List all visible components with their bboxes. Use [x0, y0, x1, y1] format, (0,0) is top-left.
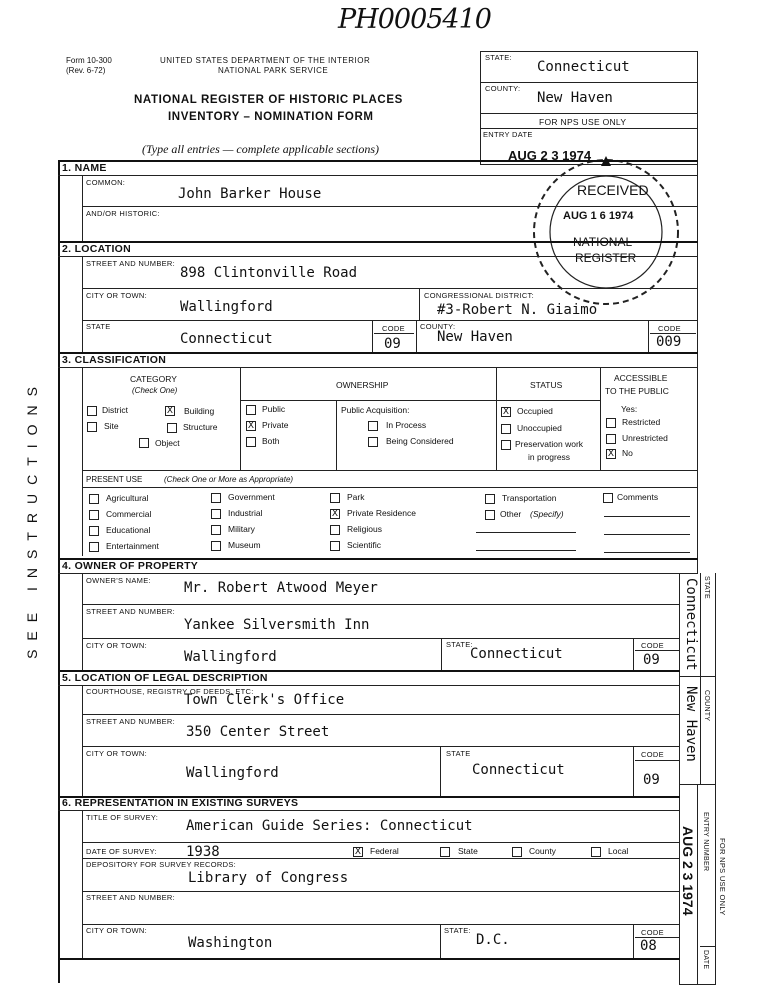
depository-value[interactable]: Library of Congress: [188, 870, 349, 886]
owner-street-label: STREET AND NUMBER:: [86, 607, 176, 616]
margin-nps-label: FOR NPS USE ONLY: [718, 838, 727, 916]
state-value[interactable]: Connecticut: [180, 331, 273, 347]
form-title-line2: INVENTORY – NOMINATION FORM: [168, 111, 374, 123]
section-5-title: 5. LOCATION OF LEGAL DESCRIPTION: [62, 672, 268, 684]
use-government-checkbox[interactable]: [211, 493, 221, 503]
use-transportation-checkbox[interactable]: [485, 494, 495, 504]
in-process-checkbox[interactable]: [368, 421, 378, 431]
use-military-label: Military: [228, 524, 255, 534]
agency-line2: NATIONAL PARK SERVICE: [218, 66, 329, 75]
category-structure-checkbox[interactable]: [167, 423, 177, 433]
status-preservation-label: Preservation work: [515, 439, 584, 449]
survey-federal-checkbox[interactable]: X: [354, 847, 362, 857]
depository-label: DEPOSITORY FOR SURVEY RECORDS:: [86, 860, 237, 869]
status-unoccupied-label: Unoccupied: [517, 423, 562, 433]
street-label: STREET AND NUMBER:: [86, 259, 176, 268]
category-district-label: District: [102, 405, 128, 415]
status-occupied-checkbox[interactable]: X: [502, 407, 510, 417]
survey-city-value[interactable]: Washington: [188, 935, 273, 951]
county-value[interactable]: New Haven: [437, 329, 513, 345]
use-other-checkbox[interactable]: [485, 510, 495, 520]
use-industrial-label: Industrial: [228, 508, 263, 518]
access-restricted-checkbox[interactable]: [606, 418, 616, 428]
section-2-title: 2. LOCATION: [62, 243, 132, 255]
survey-date-value[interactable]: 1938: [186, 844, 220, 860]
header-county-label: COUNTY:: [485, 84, 521, 93]
use-agricultural-label: Agricultural: [106, 493, 149, 503]
common-label: COMMON:: [86, 178, 126, 187]
legal-street-value[interactable]: 350 Center Street: [186, 724, 330, 740]
form-number: Form 10-300: [66, 56, 112, 65]
survey-title-value[interactable]: American Guide Series: Connecticut: [186, 818, 473, 834]
street-value[interactable]: 898 Clintonville Road: [180, 265, 358, 281]
header-county-value: New Haven: [537, 90, 613, 106]
use-religious-checkbox[interactable]: [330, 525, 340, 535]
survey-local-checkbox[interactable]: [591, 847, 601, 857]
use-park-checkbox[interactable]: [330, 493, 340, 503]
status-preservation-checkbox[interactable]: [501, 440, 511, 450]
access-label-2: TO THE PUBLIC: [605, 386, 669, 396]
courthouse-value[interactable]: Town Clerk's Office: [184, 692, 345, 708]
being-considered-checkbox[interactable]: [368, 437, 378, 447]
category-building-checkbox[interactable]: X: [166, 406, 174, 416]
district-value[interactable]: #3-Robert N. Giaimo: [437, 302, 598, 318]
section-1-title: 1. NAME: [62, 162, 107, 174]
legal-state-label: STATE: [446, 749, 471, 758]
ownership-public-checkbox[interactable]: [246, 405, 256, 415]
use-other-specify: (Specify): [530, 509, 564, 519]
form-title-line1: NATIONAL REGISTER OF HISTORIC PLACES: [134, 94, 403, 106]
use-commercial-checkbox[interactable]: [89, 510, 99, 520]
use-commercial-label: Commercial: [106, 509, 152, 519]
city-label: CITY OR TOWN:: [86, 291, 147, 300]
use-agricultural-checkbox[interactable]: [89, 494, 99, 504]
owner-city-label: CITY OR TOWN:: [86, 641, 147, 650]
use-park-label: Park: [347, 492, 365, 502]
stamp-line4: REGISTER: [575, 251, 637, 265]
ownership-private-checkbox[interactable]: X: [247, 421, 255, 431]
category-object-label: Object: [155, 438, 180, 448]
header-state-label: STATE:: [485, 53, 512, 62]
district-label: CONGRESSIONAL DISTRICT:: [424, 291, 534, 300]
category-structure-label: Structure: [183, 422, 218, 432]
category-district-checkbox[interactable]: [87, 406, 97, 416]
margin-date-label: DATE: [702, 950, 709, 970]
comments-line-1: [604, 516, 690, 517]
use-comments-checkbox[interactable]: [603, 493, 613, 503]
survey-state-label: STATE:: [444, 926, 471, 935]
survey-code-value[interactable]: 08: [640, 938, 657, 954]
form-instructions: (Type all entries — complete applicable sections): [142, 142, 380, 156]
section-3-title: 3. CLASSIFICATION: [62, 354, 167, 366]
other-line-2: [476, 550, 576, 551]
legal-city-label: CITY OR TOWN:: [86, 749, 147, 758]
side-instructions: SEE INSTRUCTIONS: [24, 378, 40, 659]
being-considered-label: Being Considered: [386, 436, 454, 446]
form-rev: (Rev. 6-72): [66, 66, 106, 75]
city-value[interactable]: Wallingford: [180, 299, 273, 315]
owner-code-value[interactable]: 09: [643, 652, 660, 668]
owner-state-value[interactable]: Connecticut: [470, 646, 563, 662]
use-private-residence-label: Private Residence: [347, 508, 416, 518]
category-sub: (Check One): [132, 386, 178, 395]
use-transportation-label: Transportation: [502, 493, 557, 503]
margin-entry-date: AUG 2 3 1974: [680, 826, 696, 916]
use-industrial-checkbox[interactable]: [211, 509, 221, 519]
use-private-residence-checkbox[interactable]: X: [331, 509, 339, 519]
county-code-value[interactable]: 009: [656, 334, 682, 350]
category-site-checkbox[interactable]: [87, 422, 97, 432]
survey-county-checkbox[interactable]: [512, 847, 522, 857]
category-label: CATEGORY: [130, 374, 177, 384]
access-label-1: ACCESSIBLE: [614, 373, 668, 383]
status-preservation-label-2: in progress: [528, 452, 571, 462]
owner-value[interactable]: Mr. Robert Atwood Meyer: [184, 580, 378, 596]
survey-county-label: County: [529, 846, 556, 856]
ownership-private-label: Private: [262, 420, 289, 430]
use-educational-label: Educational: [106, 525, 151, 535]
comments-line-2: [604, 534, 690, 535]
ownership-both-label: Both: [262, 436, 280, 446]
comments-line-3: [604, 552, 690, 553]
ownership-both-checkbox[interactable]: [246, 437, 256, 447]
legal-state-value[interactable]: Connecticut: [472, 762, 565, 778]
margin-state-value: Connecticut: [683, 578, 699, 671]
section-4-title: 4. OWNER OF PROPERTY: [62, 560, 199, 572]
legal-code-label: CODE: [641, 750, 664, 759]
state-label: STATE: [86, 322, 111, 331]
use-entertainment-label: Entertainment: [106, 541, 159, 551]
survey-local-label: Local: [608, 846, 629, 856]
owner-city-value[interactable]: Wallingford: [184, 649, 277, 665]
survey-state-checkbox[interactable]: [440, 847, 450, 857]
survey-street-label: STREET AND NUMBER:: [86, 893, 176, 902]
common-name-value[interactable]: John Barker House: [178, 186, 322, 202]
use-government-label: Government: [228, 492, 275, 502]
status-label: STATUS: [530, 380, 563, 390]
stamp-received: RECEIVED: [577, 182, 649, 198]
margin-county-value: New Haven: [683, 686, 699, 762]
in-process-label: In Process: [386, 420, 427, 430]
use-military-checkbox[interactable]: [211, 525, 221, 535]
survey-title-label: TITLE OF SURVEY:: [86, 813, 159, 822]
state-code-label: CODE: [382, 324, 405, 333]
stamp-line3: NATIONAL: [573, 235, 633, 249]
access-restricted-label: Restricted: [622, 417, 661, 427]
header-nps-label: FOR NPS USE ONLY: [539, 117, 627, 127]
header-entry-date-label: ENTRY DATE: [483, 130, 533, 139]
other-line-1: [476, 532, 576, 533]
survey-state-value[interactable]: D.C.: [476, 932, 510, 948]
legal-code-value[interactable]: 09: [643, 772, 660, 788]
survey-federal-label: Federal: [370, 846, 399, 856]
category-object-checkbox[interactable]: [139, 438, 149, 448]
state-code-value[interactable]: 09: [384, 336, 401, 352]
use-scientific-checkbox[interactable]: [330, 541, 340, 551]
use-museum-label: Museum: [228, 540, 261, 550]
access-yes-label: Yes:: [621, 404, 638, 414]
status-occupied-label: Occupied: [517, 406, 553, 416]
historic-label: AND/OR HISTORIC:: [86, 209, 160, 218]
legal-street-label: STREET AND NUMBER:: [86, 717, 176, 726]
courthouse-label: COURTHOUSE, REGISTRY OF DEEDS, ETC:: [86, 687, 254, 696]
access-unrestricted-label: Unrestricted: [622, 433, 668, 443]
header-entry-date-stamp: AUG 2 3 1974: [508, 148, 592, 163]
owner-street-value[interactable]: Yankee Silversmith Inn: [184, 617, 370, 633]
county-label: COUNTY:: [420, 322, 456, 331]
use-religious-label: Religious: [347, 524, 382, 534]
section-6-title: 6. REPRESENTATION IN EXISTING SURVEYS: [62, 797, 299, 809]
present-use-sub: (Check One or More as Appropriate): [164, 475, 294, 484]
legal-city-value[interactable]: Wallingford: [186, 765, 279, 781]
public-acquisition-label: Public Acquisition:: [341, 405, 410, 415]
present-use-label: PRESENT USE: [86, 475, 143, 484]
use-comments-label: Comments: [617, 492, 659, 502]
access-unrestricted-checkbox[interactable]: [606, 434, 616, 444]
survey-code-label: CODE: [641, 928, 664, 937]
ownership-public-label: Public: [262, 404, 286, 414]
ownership-label: OWNERSHIP: [336, 380, 389, 390]
document-id: PH0005410: [338, 4, 491, 35]
agency-line1: UNITED STATES DEPARTMENT OF THE INTERIOR: [160, 56, 371, 65]
county-code-label: CODE: [658, 324, 681, 333]
survey-date-label: DATE OF SURVEY:: [86, 847, 157, 856]
margin-state-label: STATE: [703, 576, 710, 600]
category-site-label: Site: [104, 421, 119, 431]
owner-label: OWNER'S NAME:: [86, 576, 151, 585]
margin-county-label: COUNTY: [703, 690, 710, 722]
margin-entry-label: ENTRY NUMBER: [702, 812, 709, 872]
use-museum-checkbox[interactable]: [211, 541, 221, 551]
owner-state-label: STATE:: [446, 640, 473, 649]
status-unoccupied-checkbox[interactable]: [501, 424, 511, 434]
owner-code-label: CODE: [641, 641, 664, 650]
use-entertainment-checkbox[interactable]: [89, 542, 99, 552]
survey-state-label: State: [458, 846, 478, 856]
access-no-label: No: [622, 448, 633, 458]
use-educational-checkbox[interactable]: [89, 526, 99, 536]
stamp-date: AUG 1 6 1974: [563, 210, 634, 222]
category-building-label: Building: [184, 406, 215, 416]
use-other-label: Other: [500, 509, 522, 519]
survey-city-label: CITY OR TOWN:: [86, 926, 147, 935]
use-scientific-label: Scientific: [347, 540, 382, 550]
access-no-checkbox[interactable]: X: [607, 449, 615, 459]
header-state-value: Connecticut: [537, 59, 630, 75]
